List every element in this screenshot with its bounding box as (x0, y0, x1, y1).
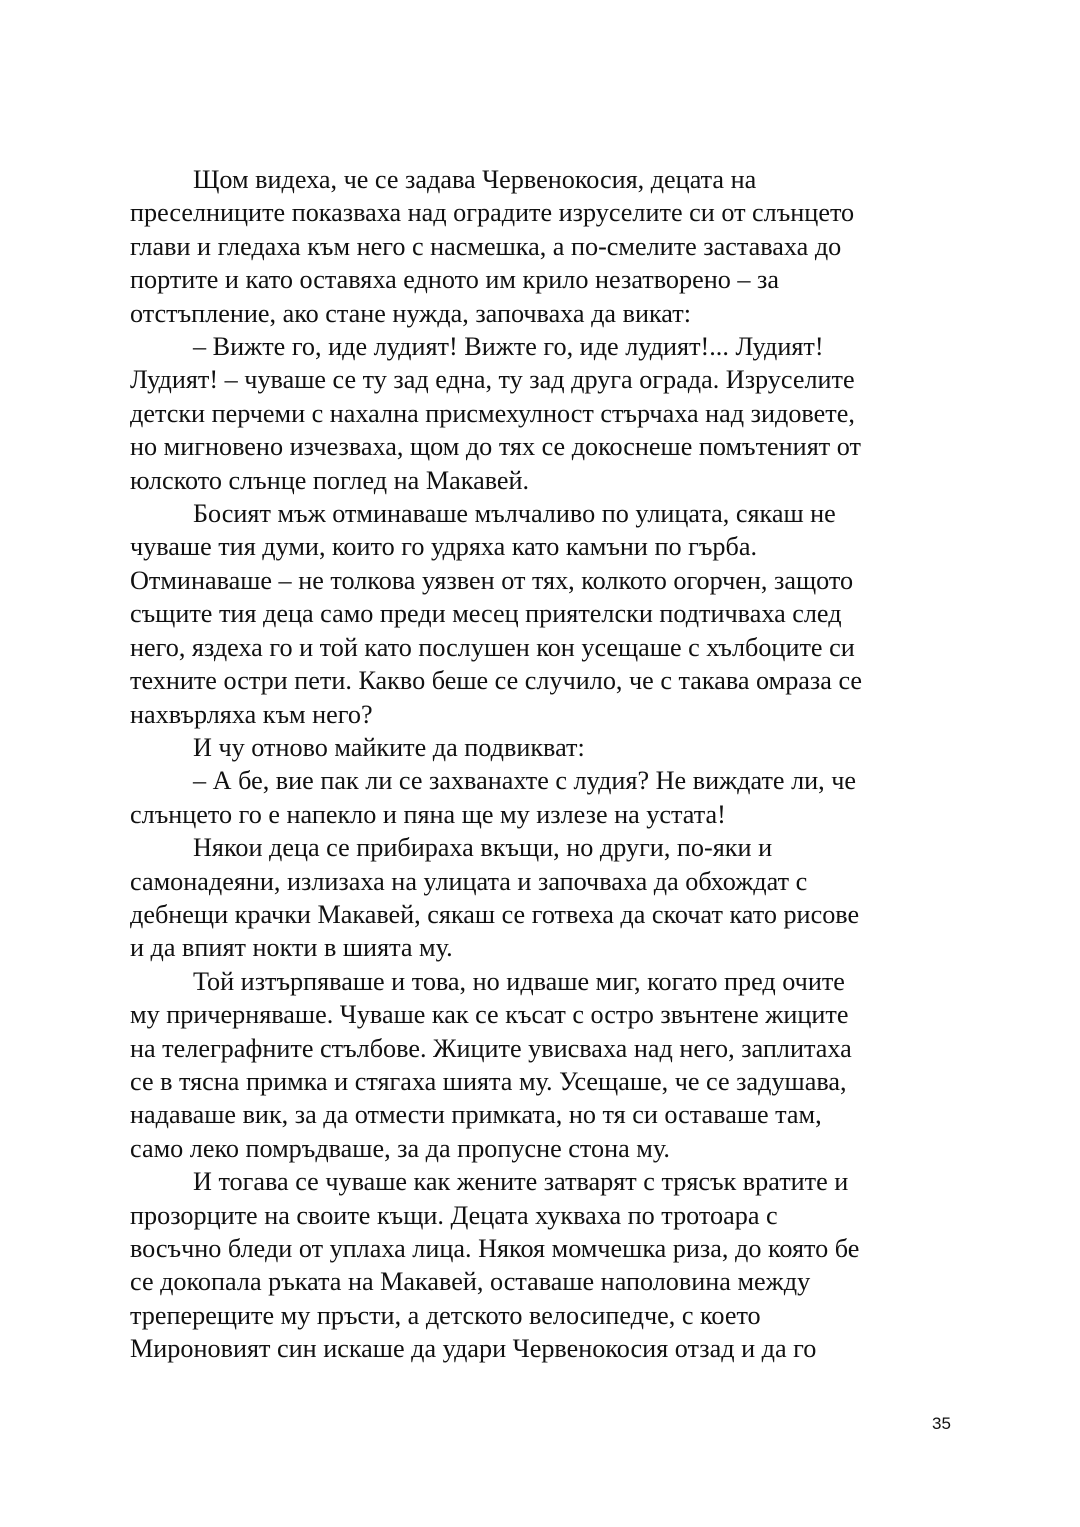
text-line: преселниците показваха над оградите изруселите си от слънцето (130, 198, 855, 228)
text-line: Щом видеха, че се задава Червенокосия, децата на (193, 165, 757, 194)
text-line: се в тясна примка и стягаха шията му. Усещаше, че се задушава, (130, 1066, 847, 1096)
text-line: самонадеяни, излизаха на улицата и започваха да обхождат с (130, 866, 808, 896)
paragraph (130, 831, 946, 965)
paragraph (130, 330, 946, 497)
page-number: 35 (932, 1414, 951, 1433)
text-line: слънцето го е напекло и пяна ще му излезе на устата! (130, 799, 726, 829)
text-line: Мироновият син искаше да удари Червенокосия отзад и да го (130, 1334, 817, 1364)
text-line: прозорците на своите къщи. Децата хукваха по тротоара с (130, 1200, 778, 1230)
text-line: него, яздеха го и той като послушен кон усещаше с хълбоците си (130, 632, 855, 662)
text-line: портите и като оставяха едното им крило незатворено – за (130, 265, 779, 295)
text-line: треперещите му пръсти, а детското велосипедче, с което (130, 1300, 761, 1330)
text-line: се докопала ръката на Макавей, оставаше наполовина между (130, 1267, 811, 1297)
text-line: глави и гледаха към него с насмешка, а по-смелите заставаха до (130, 231, 842, 261)
text-line: техните остри пети. Какво беше се случило, че с такава омраза се (130, 666, 863, 696)
text-line: но мигновено изчезваха, щом до тях се докоснеше помътеният от (130, 432, 861, 462)
text-line: И чу отново майките да подвикват: (193, 732, 585, 762)
text-line: отстъпление, ако стане нужда, започваха да викат: (130, 298, 691, 328)
text-line: Лудият! – чуваше се ту зад една, ту зад друга ограда. Изруселите (130, 365, 855, 395)
text-line: му причерняваше. Чуваше как се късат с остро звънтене жиците (130, 1000, 849, 1030)
text-line: чуваше тия думи, които го удряха като камъни по гърба. (130, 532, 758, 562)
paragraph (130, 764, 946, 831)
text-line: и да впият нокти в шията му. (130, 933, 453, 963)
text-line: същите тия деца само преди месец приятелски подтичваха след (130, 599, 842, 629)
text-line: – Вижте го, иде лудият! Вижте го, иде лудият!... Лудият! (193, 332, 824, 362)
text-line: восъчно бледи от уплаха лица. Някоя момчешка риза, до която бе (130, 1234, 860, 1263)
text-line: Босият мъж отминаваше мълчаливо по улицата, сякаш не (193, 499, 836, 529)
text-line: И тогава се чуваше как жените затварят с трясък вратите и (193, 1167, 849, 1197)
text-line: надаваше вик, за да отмести примката, но тя си оставаше там, (130, 1100, 822, 1130)
text-line: Той изтърпяваше и това, но идваше миг, когато пред очите (193, 966, 845, 996)
text-line: Някои деца се прибираха вкъщи, но други, по-яки и (193, 833, 773, 863)
text-line: само леко помръдваше, за да пропусне стона му. (130, 1133, 670, 1163)
paragraph (130, 497, 946, 731)
paragraph (130, 965, 946, 1165)
text-line: нахвърляха към него? (130, 699, 373, 729)
body-text (130, 163, 946, 1366)
text-line: юлското слънце поглед на Макавей. (130, 465, 530, 495)
text-line: детски перчеми с нахална присмехулност стърчаха над зидовете, (130, 398, 855, 428)
paragraph (130, 1165, 946, 1365)
text-line: на телеграфните стълбове. Жиците увисваха над него, заплитаха (130, 1033, 852, 1063)
text-line: – А бе, вие пак ли се захванахте с лудия? Не виждате ли, че (193, 766, 857, 796)
text-line: Отминаваше – не толкова уязвен от тях, колкото огорчен, защото (130, 565, 854, 595)
paragraph (130, 731, 946, 764)
text-line: дебнещи крачки Макавей, сякаш се готвеха да скочат като рисове (130, 899, 860, 929)
paragraph (130, 163, 946, 330)
